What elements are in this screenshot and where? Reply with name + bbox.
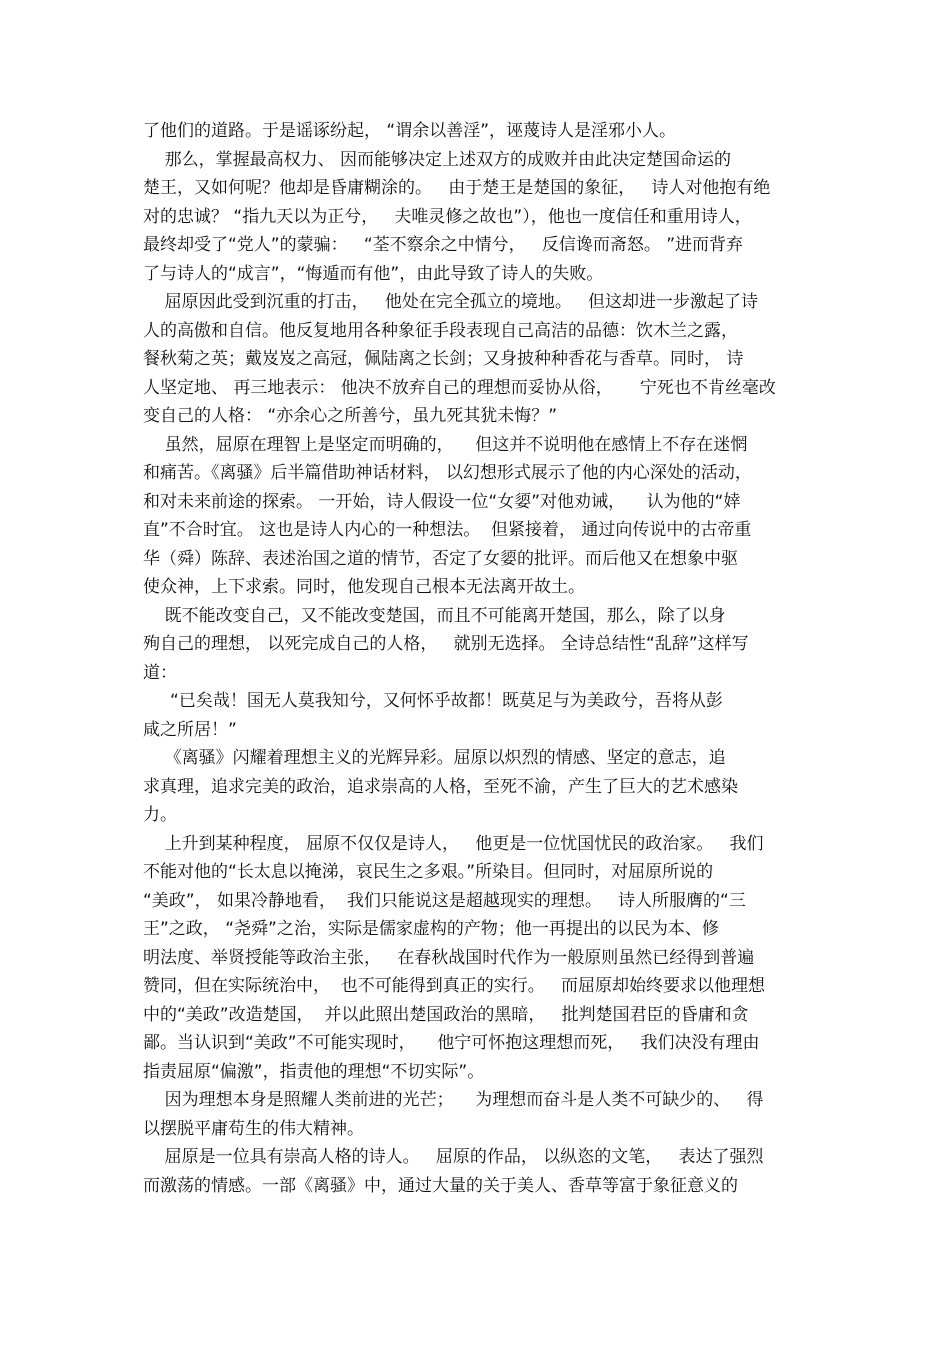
text-line: 人的高傲和自信。他反复地用各种象征手段表现自己高洁的品德：饮木兰之露，	[143, 320, 738, 341]
text-line: 明法度、举贤授能等政治主张， 在春秋战国时代作为一般原则虽然已经得到普遍	[143, 947, 755, 968]
text-line: 中的“美政”改造楚国， 并以此照出楚国政治的黑暗， 批判楚国君臣的昏庸和贪	[143, 1004, 749, 1025]
text-line: 直”不合时宜。 这也是诗人内心的一种想法。 但紧接着， 通过向传说中的古帝重	[143, 520, 752, 540]
text-line: “已矣哉！国无人莫我知兮，又何怀乎故都！既莫足与为美政兮，吾将从彭	[143, 691, 723, 711]
text-line: 因为理想本身是照耀人类前进的光芒； 为理想而奋斗是人类不可缺少的、 得	[143, 1090, 764, 1110]
text-line: 屈原因此受到沉重的打击， 他处在完全孤立的境地。 但这却进一步激起了诗	[143, 292, 759, 312]
text-line: 力。	[143, 805, 177, 825]
text-line: 虽然，屈原在理智上是坚定而明确的， 但这并不说明他在感情上不存在迷惘	[143, 434, 748, 455]
text-line: 《离骚》闪耀着理想主义的光辉异彩。屈原以炽烈的情感、坚定的意志，追	[143, 748, 726, 768]
body-text	[143, 117, 813, 1200]
text-line: 赞同，但在实际统治中， 也不可能得到真正的实行。 而屈原却始终要求以他理想	[143, 976, 766, 996]
text-line: 了与诗人的“成言”，“悔遁而有他”，由此导致了诗人的失败。	[143, 263, 604, 284]
text-line: 求真理，追求完美的政治，追求崇高的人格，至死不渝，产生了巨大的艺术感染	[143, 776, 738, 797]
text-line: 最终却受了“党人”的蒙骗： “荃不察余之中情兮， 反信谗而斋怒。 ”进而背弃	[143, 235, 744, 255]
text-line: 华（舜）陈辞、表述治国之道的情节，否定了女媭的批评。而后他又在想象中驱	[143, 548, 738, 569]
text-line: 了他们的道路。于是谣诼纷起， “谓余以善淫”，诬蔑诗人是淫邪小人。	[143, 121, 677, 141]
text-line: 既不能改变自己，又不能改变楚国，而且不可能离开楚国，那么，除了以身	[143, 605, 726, 626]
text-line: 楚王，又如何呢？他却是昏庸糊涂的。 由于楚王是楚国的象征， 诗人对他抱有绝	[143, 178, 771, 198]
text-line: 不能对他的“长太息以掩涕，哀民生之多艰。”所染目。但同时，对屈原所说的	[143, 862, 714, 882]
text-line: 鄙。当认识到“美政”不可能实现时， 他宁可怀抱这理想而死， 我们决没有理由	[143, 1033, 760, 1053]
text-line: 那么，掌握最高权力、 因而能够决定上述双方的成败并由此决定楚国命运的	[143, 149, 732, 170]
text-line: 以摆脱平庸苟生的伟大精神。	[143, 1118, 364, 1139]
text-line: 变自己的人格： “亦余心之所善兮，虽九死其犹未悔？”	[143, 406, 558, 426]
text-line: 咸之所居！”	[143, 719, 237, 740]
text-line: 道：	[143, 662, 177, 683]
text-line: 殉自己的理想， 以死完成自己的人格， 就别无选择。 全诗总结性“乱辞”这样写	[143, 634, 749, 654]
text-line: 餐秋菊之英；戴岌岌之高冠，佩陆离之长剑；又身披种种香花与香草。同时， 诗	[143, 349, 744, 369]
text-line: “美政”， 如果冷静地看， 我们只能说这是超越现实的理想。 诗人所服膺的“三	[143, 890, 746, 911]
text-line: 使众神，上下求索。同时，他发现自己根本无法离开故土。	[143, 577, 585, 597]
text-line: 人坚定地、 再三地表示： 他决不放弃自己的理想而妥协从俗， 宁死也不肯丝毫改	[143, 377, 776, 398]
text-line: 上升到某种程度， 屈原不仅仅是诗人， 他更是一位忧国忧民的政治家。 我们	[143, 833, 764, 854]
text-line: 和对未来前途的探索。 一开始，诗人假设一位“女媭”对他劝诫， 认为他的“婞	[143, 491, 741, 512]
text-line: 而激荡的情感。一部《离骚》中，通过大量的关于美人、香草等富于象征意义的	[143, 1175, 738, 1196]
text-line: 屈原是一位具有崇高人格的诗人。 屈原的作品， 以纵恣的文笔， 表达了强烈	[143, 1147, 764, 1167]
text-line: 和痛苦。《离骚》后半篇借助神话材料， 以幻想形式展示了他的内心深处的活动，	[143, 463, 752, 483]
text-line: 王”之政， “尧舜”之治，实际是儒家虚构的产物；他一再提出的以民为本、修	[143, 919, 719, 939]
text-line: 对的忠诚？ “指九天以为正兮， 夫唯灵修之故也”），他也一度信任和重用诗人，	[143, 206, 752, 227]
text-line: 指责屈原“偏激”，指责他的理想“不切实际”。	[143, 1061, 485, 1082]
